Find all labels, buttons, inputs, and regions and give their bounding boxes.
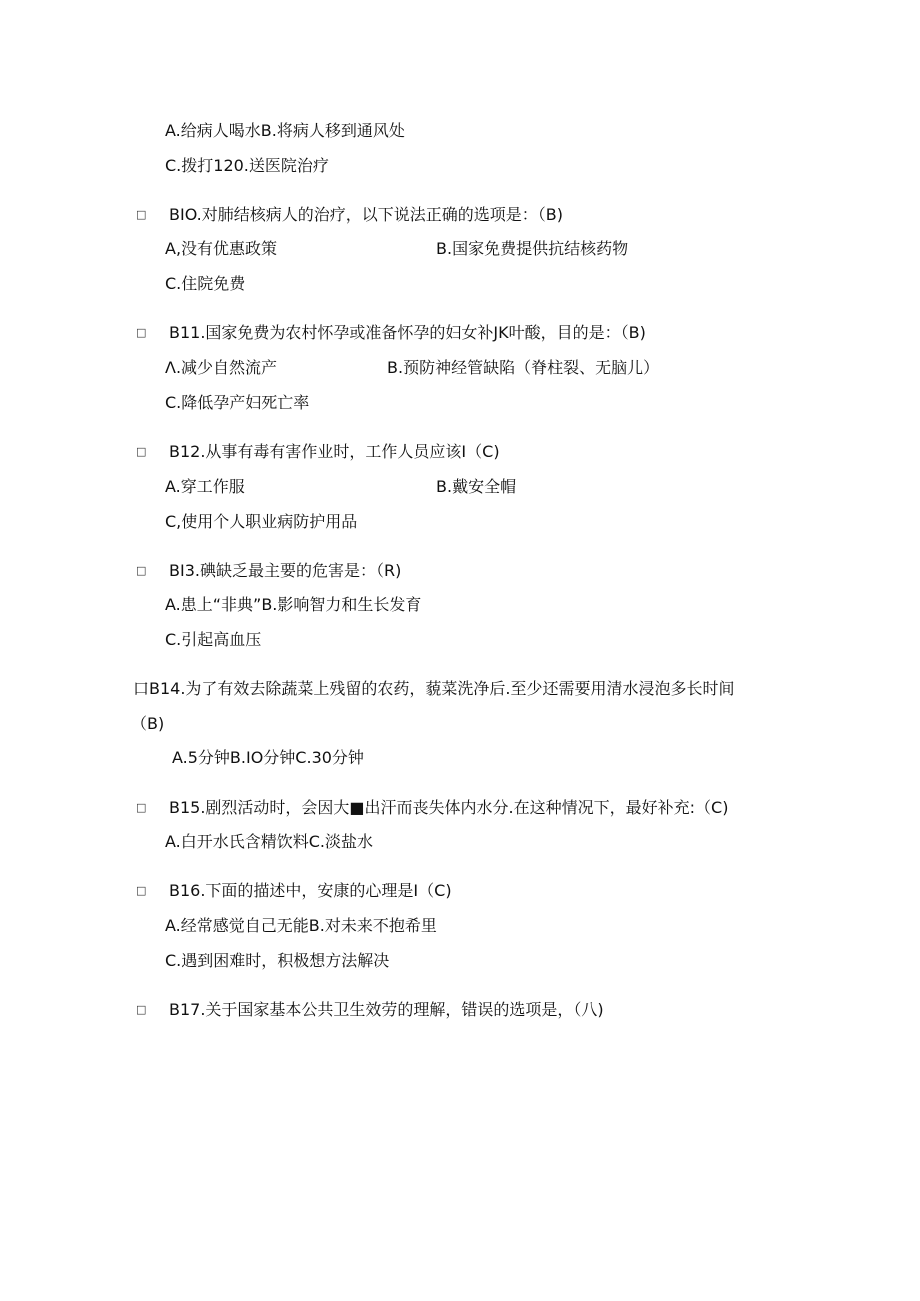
q11-stem: B11.国家免费为农村怀孕或准备怀孕的妇女补JK叶酸，目的是：（B) [169, 323, 646, 342]
q12-option-b: B.戴安全帽 [436, 477, 517, 496]
q11-option-b: B.预防神经管缺陷（脊柱裂、无脑儿） [387, 358, 660, 377]
q12-stem: B12.从事有毒有害作业时，工作人员应该I（C) [169, 442, 500, 461]
q9-option-a-b: A.给病人喝水B.将病人移到通风处 [165, 121, 405, 140]
q15-stem: B15.剧烈活动时，会因大■出汗而丧失体内水分.在这种情况下，最好补充:（C) [169, 798, 729, 817]
q12-checkbox[interactable]: □ [136, 445, 147, 458]
q10-checkbox[interactable]: □ [136, 208, 147, 221]
q16-checkbox[interactable]: □ [136, 884, 147, 897]
q17-checkbox[interactable]: □ [136, 1003, 147, 1016]
q14-stem-line1: 口B14.为了有效去除蔬菜上残留的农药，藐菜洗净后.至少还需要用清水浸泡多长时间 [133, 679, 735, 698]
q14-options: A.5分钟B.IO分钟C.30分钟 [172, 748, 364, 767]
q13-option-c: C.引起高血压 [165, 630, 262, 649]
q13-stem: BI3.碘缺乏最主要的危害是：（R) [169, 561, 402, 580]
q16-option-a-b: A.经常感觉自己无能B.对未来不抱希里 [165, 916, 437, 935]
q9-option-c: C.拨打120.送医院治疗 [165, 156, 329, 175]
q10-option-a: A,没有优惠政策 [165, 239, 278, 258]
q17-stem: B17.关于国家基本公共卫生效劳的理解，错误的选项是，（八) [169, 1000, 604, 1019]
q11-option-c: C.降低孕产妇死亡率 [165, 393, 310, 412]
q11-checkbox[interactable]: □ [136, 326, 147, 339]
q16-option-c: C.遇到困难时，积极想方法解决 [165, 951, 390, 970]
q10-option-c: C.住院免费 [165, 274, 246, 293]
q10-option-b: B.国家免费提供抗结核药物 [436, 239, 629, 258]
q13-option-a-b: A.患上“非典”B.影响智力和生长发育 [165, 595, 422, 614]
q12-option-c: C,使用个人职业病防护用品 [165, 512, 358, 531]
q14-stem-line2: （B) [131, 714, 165, 733]
q16-stem: B16.下面的描述中，安康的心理是I（C) [169, 881, 452, 900]
q11-option-a: Λ.减少自然流产 [165, 358, 278, 377]
q15-options: A.白开水氏含精饮料C.淡盐水 [165, 832, 374, 851]
q10-stem: BIO.对肺结核病人的治疗，以下说法正确的选项是：（B) [169, 205, 563, 224]
q15-checkbox[interactable]: □ [136, 801, 147, 814]
q13-checkbox[interactable]: □ [136, 564, 147, 577]
q12-option-a: A.穿工作服 [165, 477, 245, 496]
